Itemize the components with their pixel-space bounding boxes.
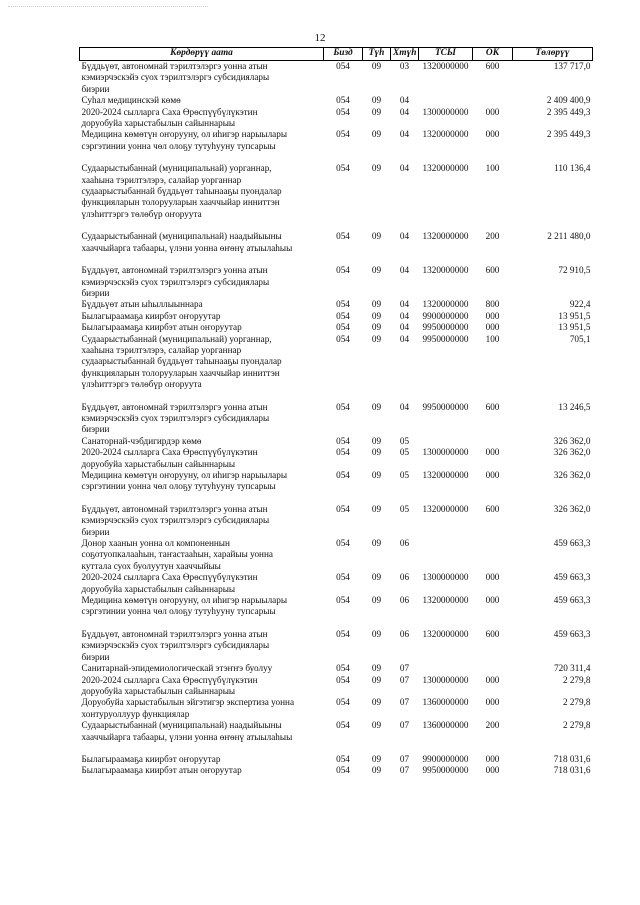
cell-bizd: 054 — [336, 765, 350, 776]
cell-xtuh: 04 — [399, 265, 410, 276]
cell-amount: 137 717,0 — [553, 61, 591, 71]
cell-amount: 110 136,4 — [554, 163, 591, 174]
description-line: хонтуруоллуур функциялар — [81, 708, 190, 719]
table-row — [80, 470, 593, 493]
cell-tsy: 1300000000 — [422, 106, 469, 117]
cell-ok: 200 — [485, 231, 500, 242]
description-line: кэмиэрчэскэйэ суох тэрилтэлэргэ субсидиялары — [81, 72, 270, 83]
cell-bizd: 054 — [336, 231, 350, 242]
description-line: Бүддьүөт, автономнай тэрилтэлэргэ уонна атын — [81, 628, 268, 639]
cell-xtuh: 04 — [399, 163, 410, 174]
table-row — [80, 436, 593, 447]
table-row — [80, 334, 593, 391]
header-description: Көрдөрүү аата — [80, 48, 324, 61]
cell-tuh: 09 — [371, 129, 382, 140]
description-line: судаарыстыбаннай бүддьүөт таһынааҕы пуондалар — [81, 356, 282, 367]
description-line: хааччыйарга табаары, үлэни уонна өҥөнү атыылаһыы — [81, 242, 293, 253]
cell-xtuh: 04 — [399, 333, 410, 344]
description-line: кэмиэрчэскэйэ суох тэрилтэлэргэ субсидиялары — [81, 276, 270, 287]
cell-ok: 600 — [485, 61, 500, 71]
description-line: Санитарнай-эпидемиологическай этэҥҥэ буолуу — [81, 663, 273, 674]
cell-tsy: 1320000000 — [422, 231, 469, 242]
header-tsy: ТСЫ — [419, 48, 473, 61]
description-line: үлэһиттэргэ төлөбүр оҥоруута — [81, 379, 202, 390]
cell-description — [80, 107, 324, 130]
cell-amount: 720 311,4 — [554, 663, 591, 674]
cell-bizd: 054 — [336, 628, 350, 639]
cell-tuh: 09 — [371, 265, 382, 276]
description-line: хааһына тэрилтэлэрэ, салайар уорганнар — [81, 344, 242, 355]
header-amount: Төлөрүү — [513, 48, 593, 61]
cell-bizd: 054 — [336, 720, 350, 731]
budget-table — [79, 47, 593, 777]
cell-tuh: 09 — [371, 572, 382, 583]
cell-amount: 705,1 — [569, 333, 591, 344]
description-line: 2020-2024 сылларга Саха Өрөспүүбүлүкэтин — [81, 106, 258, 117]
table-row — [80, 675, 593, 698]
description-line: Судаарыстыбаннай (муниципальнай) наадыйыыны — [81, 720, 282, 731]
cell-ok: 000 — [485, 674, 500, 685]
cell-ok: 000 — [485, 753, 500, 764]
table-row — [80, 299, 593, 310]
table-row — [80, 107, 593, 130]
spacer-cell — [80, 391, 593, 402]
cell-xtuh: 04 — [399, 95, 410, 106]
cell-bizd: 054 — [336, 310, 350, 321]
cell-description — [80, 595, 324, 618]
cell-description — [80, 95, 324, 106]
description-line: кэмиэрчэскэйэ суох тэрилтэлэргэ субсидиялары — [81, 412, 270, 423]
cell-description — [80, 265, 324, 299]
cell-xtuh: 07 — [399, 674, 410, 685]
table-row — [80, 765, 593, 776]
description-line: Бүддьүөт, автономнай тэрилтэлэргэ уонна атын — [81, 401, 268, 412]
description-line: Санаторнай-чэбдигирдэр көмө — [81, 435, 202, 446]
cell-amount: 326 362,0 — [553, 435, 591, 446]
cell-tsy: 9950000000 — [422, 333, 469, 344]
cell-ok: 000 — [485, 447, 500, 458]
cell-description — [80, 765, 324, 776]
cell-xtuh: 04 — [399, 401, 410, 412]
cell-description — [80, 436, 324, 447]
cell-tsy: 1320000000 — [422, 470, 469, 480]
cell-tuh: 09 — [371, 447, 382, 458]
cell-ok: 000 — [485, 765, 500, 776]
cell-tsy: 1300000000 — [422, 447, 469, 458]
cell-ok — [473, 95, 513, 106]
cell-xtuh: 07 — [399, 765, 410, 776]
cell-amount: 718 031,6 — [553, 753, 591, 764]
description-line: биэрии — [81, 526, 110, 537]
spacer-cell — [80, 493, 593, 504]
cell-xtuh: 04 — [399, 231, 410, 242]
table-row — [80, 663, 593, 674]
row-spacer — [80, 743, 593, 754]
description-line: Судаарыстыбаннай (муниципальнай) уорганнар, — [81, 163, 272, 174]
table-row — [80, 697, 593, 720]
description-line: Медицина көмөтүн оҥорууну, ол иһигэр нарыылары — [81, 595, 288, 606]
cell-description — [80, 629, 324, 663]
row-spacer — [80, 618, 593, 629]
cell-amount: 72 910,5 — [558, 265, 591, 276]
cell-tsy — [419, 436, 473, 447]
cell-xtuh: 07 — [399, 663, 410, 674]
cell-xtuh: 06 — [399, 628, 410, 639]
cell-tuh: 09 — [371, 95, 382, 106]
cell-tsy — [419, 95, 473, 106]
cell-tsy: 9900000000 — [422, 310, 469, 321]
description-line: сэргэтинии уонна чөл олоҕу тутуһууну тупсарыы — [81, 140, 276, 151]
cell-ok — [473, 538, 513, 572]
cell-tuh: 09 — [371, 435, 382, 446]
cell-ok: 600 — [485, 628, 500, 639]
description-line: доруобуйа харыстабылын сайыннарыы — [81, 458, 236, 469]
cell-bizd: 054 — [336, 538, 350, 549]
cell-tsy: 1300000000 — [422, 572, 469, 583]
cell-xtuh: 04 — [399, 129, 410, 140]
cell-description — [80, 299, 324, 310]
table-header-row — [80, 48, 593, 61]
page-number: 12 — [314, 32, 326, 44]
table-row — [80, 538, 593, 572]
description-line: функцияларын толорууларын хааччыйар инниттэн — [81, 197, 280, 208]
description-line: үлэһиттэргэ төлөбүр оҥоруута — [81, 208, 202, 219]
header-xtuh: Хтүһ — [391, 48, 419, 61]
cell-xtuh: 07 — [399, 720, 410, 731]
cell-tuh: 09 — [371, 61, 382, 71]
cell-amount: 326 362,0 — [553, 503, 591, 514]
table-row — [80, 322, 593, 333]
cell-tsy: 1320000000 — [422, 503, 469, 514]
cell-amount: 13 951,5 — [558, 310, 591, 321]
description-line: доруобуйа харыстабылын сайыннарыы — [81, 118, 236, 129]
description-line: Былагыраамаҕа киирбэт атын оҥоруутар — [81, 765, 242, 776]
cell-tuh: 09 — [371, 628, 382, 639]
description-line: 2020-2024 сылларга Саха Өрөспүүбүлүкэтин — [81, 572, 258, 583]
cell-bizd: 054 — [336, 470, 350, 480]
cell-xtuh: 04 — [399, 322, 410, 333]
table-row — [80, 447, 593, 470]
cell-xtuh: 07 — [399, 753, 410, 764]
description-line: Былагыраамаҕа киирбэт оҥоруутар — [81, 310, 221, 321]
cell-description — [80, 572, 324, 595]
cell-description — [80, 470, 324, 493]
description-line: Медицина көмөтүн оҥорууну, ол иһигэр нарыылары — [81, 470, 288, 480]
cell-xtuh: 06 — [399, 538, 410, 549]
description-line: Бүддьүөт, автономнай тэрилтэлэргэ уонна атын — [81, 265, 268, 276]
cell-amount: 13 246,5 — [558, 401, 591, 412]
cell-tuh: 09 — [371, 470, 382, 480]
description-line: сэргэтинии уонна чөл олоҕу тутуһууну тупсарыы — [81, 606, 276, 617]
cell-amount: 2 279,8 — [562, 697, 591, 708]
cell-bizd: 054 — [336, 572, 350, 583]
cell-ok: 000 — [485, 310, 500, 321]
description-line: кэмиэрчэскэйэ суох тэрилтэлэргэ субсидиялары — [81, 515, 270, 526]
cell-tsy — [419, 663, 473, 674]
cell-tsy: 1320000000 — [422, 299, 469, 310]
cell-bizd: 054 — [336, 697, 350, 708]
cell-description — [80, 697, 324, 720]
cell-bizd: 054 — [336, 333, 350, 344]
cell-amount: 326 362,0 — [553, 447, 591, 458]
description-line: доруобуйа харыстабылын сайыннарыы — [81, 583, 236, 594]
cell-bizd: 054 — [336, 106, 350, 117]
cell-amount: 2 279,8 — [562, 674, 591, 685]
cell-tsy: 9950000000 — [422, 322, 469, 333]
cell-bizd: 054 — [336, 595, 350, 606]
cell-ok: 000 — [485, 697, 500, 708]
description-line: Медицина көмөтүн оҥорууну, ол иһигэр нарыылары — [81, 129, 288, 140]
cell-amount: 13 951,5 — [558, 322, 591, 333]
row-spacer — [80, 152, 593, 163]
cell-amount: 922,4 — [569, 299, 591, 310]
cell-tsy: 1360000000 — [422, 720, 469, 731]
cell-ok — [473, 663, 513, 674]
table-row — [80, 504, 593, 538]
cell-xtuh: 05 — [399, 470, 410, 480]
cell-amount: 718 031,6 — [553, 765, 591, 776]
cell-amount: 459 663,3 — [553, 595, 591, 606]
description-line: Донор хаанын уонна ол компоненнын — [81, 538, 230, 549]
cell-ok: 000 — [485, 595, 500, 606]
cell-amount: 459 663,3 — [553, 538, 591, 549]
cell-bizd: 054 — [336, 447, 350, 458]
cell-xtuh: 04 — [399, 299, 410, 310]
cell-tsy: 1320000000 — [422, 163, 469, 174]
cell-amount: 326 362,0 — [553, 470, 591, 480]
cell-ok: 600 — [485, 503, 500, 514]
cell-tsy: 1300000000 — [422, 674, 469, 685]
table-row — [80, 311, 593, 322]
cell-amount: 2 279,8 — [562, 720, 591, 731]
cell-tsy: 1320000000 — [422, 61, 469, 71]
description-line: Бүддьүөт, автономнай тэрилтэлэргэ уонна атын — [81, 503, 268, 514]
description-line: Судаарыстыбаннай (муниципальнай) наадыйыыны — [81, 231, 282, 242]
cell-description — [80, 720, 324, 743]
cell-description — [80, 675, 324, 698]
cell-description — [80, 334, 324, 391]
cell-bizd: 054 — [336, 163, 350, 174]
description-line: кэмиэрчэскэйэ суох тэрилтэлэргэ субсидиялары — [81, 640, 270, 651]
spacer-cell — [80, 254, 593, 265]
cell-ok: 000 — [485, 572, 500, 583]
description-line: биэрии — [81, 424, 110, 435]
header-ok: ОК — [473, 48, 513, 61]
cell-xtuh: 05 — [399, 435, 410, 446]
cell-ok: 000 — [485, 470, 500, 480]
description-line: биэрии — [81, 651, 110, 662]
cell-tsy: 1320000000 — [422, 595, 469, 606]
cell-bizd: 054 — [336, 435, 350, 446]
cell-tsy: 9950000000 — [422, 765, 469, 776]
cell-bizd: 054 — [336, 674, 350, 685]
table-row — [80, 720, 593, 743]
cell-bizd: 054 — [336, 663, 350, 674]
cell-tuh: 09 — [371, 674, 382, 685]
cell-ok: 800 — [485, 299, 500, 310]
table-row — [80, 572, 593, 595]
cell-tuh: 09 — [371, 765, 382, 776]
cell-bizd: 054 — [336, 753, 350, 764]
cell-bizd: 054 — [336, 503, 350, 514]
row-spacer — [80, 220, 593, 231]
cell-tuh: 09 — [371, 106, 382, 117]
cell-description — [80, 504, 324, 538]
description-line: биэрии — [81, 287, 110, 298]
cell-tsy: 9950000000 — [422, 401, 469, 412]
description-line: соҕотуопкалааһын, таҥастааһын, харайыы уонна — [81, 549, 273, 560]
cell-bizd: 054 — [336, 401, 350, 412]
cell-tuh: 09 — [371, 231, 382, 242]
table-body — [80, 61, 593, 777]
cell-bizd: 054 — [336, 61, 350, 71]
description-line: куттала суох буолуутун хааччыйыы — [81, 560, 221, 571]
spacer-cell — [80, 220, 593, 231]
table-row — [80, 61, 593, 96]
cell-tuh: 09 — [371, 538, 382, 549]
cell-tuh: 09 — [371, 720, 382, 731]
row-spacer — [80, 391, 593, 402]
cell-bizd: 054 — [336, 129, 350, 140]
cell-ok: 200 — [485, 720, 500, 731]
header-tuh: Түһ — [363, 48, 391, 61]
cell-description — [80, 538, 324, 572]
cell-tuh: 09 — [371, 310, 382, 321]
description-line: доруобуйа харыстабылын сайыннарыы — [81, 685, 236, 696]
description-line: судаарыстыбаннай бүддьүөт таһынааҕы пуондалар — [81, 186, 282, 197]
description-line: хааһына тэрилтэлэрэ, салайар уорганнар — [81, 174, 242, 185]
description-line: сэргэтинии уонна чөл олоҕу тутуһууну тупсарыы — [81, 481, 276, 492]
description-line: Судаарыстыбаннай (муниципальнай) уорганнар, — [81, 333, 272, 344]
cell-bizd: 054 — [336, 265, 350, 276]
cell-description — [80, 754, 324, 765]
description-line: биэрии — [81, 83, 110, 94]
cell-xtuh: 06 — [399, 572, 410, 583]
spacer-cell — [80, 618, 593, 629]
cell-xtuh: 05 — [399, 503, 410, 514]
cell-amount: 2 395 449,3 — [546, 106, 591, 117]
cell-xtuh: 04 — [399, 106, 410, 117]
description-line: хааччыйарга табаары, үлэни уонна өҥөнү атыылаһыы — [81, 731, 293, 742]
cell-tuh: 09 — [371, 163, 382, 174]
description-line: Бүддьүөт, автономнай тэрилтэлэргэ уонна атын — [81, 61, 268, 71]
cell-tsy: 1320000000 — [422, 129, 469, 140]
cell-xtuh: 07 — [399, 697, 410, 708]
description-line: 2020-2024 сылларга Саха Өрөспүүбүлүкэтин — [81, 674, 258, 685]
cell-ok: 000 — [485, 106, 500, 117]
cell-ok: 100 — [485, 163, 500, 174]
cell-amount: 459 663,3 — [553, 628, 591, 639]
cell-bizd: 054 — [336, 322, 350, 333]
description-line: Суһал медицинскэй көмө — [81, 95, 181, 106]
table-row — [80, 629, 593, 663]
description-line: Былагыраамаҕа киирбэт атын оҥоруутар — [81, 322, 242, 333]
cell-tuh: 09 — [371, 333, 382, 344]
cell-tuh: 09 — [371, 595, 382, 606]
scan-edge-artifact — [8, 6, 208, 8]
cell-tsy: 1320000000 — [422, 265, 469, 276]
cell-tsy: 1360000000 — [422, 697, 469, 708]
cell-description — [80, 322, 324, 333]
cell-description — [80, 61, 324, 96]
cell-tuh: 09 — [371, 401, 382, 412]
cell-xtuh: 06 — [399, 595, 410, 606]
cell-tsy: 1320000000 — [422, 628, 469, 639]
description-line: функцияларын толорууларын хааччыйар инниттэн — [81, 367, 280, 378]
table-row — [80, 129, 593, 152]
cell-tuh: 09 — [371, 753, 382, 764]
cell-tuh: 09 — [371, 299, 382, 310]
cell-tuh: 09 — [371, 503, 382, 514]
row-spacer — [80, 254, 593, 265]
cell-ok: 000 — [485, 129, 500, 140]
cell-ok: 600 — [485, 401, 500, 412]
cell-xtuh: 03 — [399, 61, 410, 71]
spacer-cell — [80, 152, 593, 163]
description-line: Доруобуйа харыстабылын эйгэтигэр экспертиза уонна — [81, 697, 295, 708]
cell-amount: 459 663,3 — [553, 572, 591, 583]
cell-xtuh: 05 — [399, 447, 410, 458]
cell-bizd: 054 — [336, 299, 350, 310]
cell-ok: 000 — [485, 322, 500, 333]
description-line: Бүддьүөт атын ыһыллыыннара — [81, 299, 203, 310]
cell-tsy: 9900000000 — [422, 753, 469, 764]
description-line: 2020-2024 сылларга Саха Өрөспүүбүлүкэтин — [81, 447, 258, 458]
header-bizd: Бизд — [324, 48, 363, 61]
cell-tsy — [419, 538, 473, 572]
cell-tuh: 09 — [371, 663, 382, 674]
cell-bizd: 054 — [336, 95, 350, 106]
row-spacer — [80, 493, 593, 504]
description-line: Былагыраамаҕа киирбэт оҥоруутар — [81, 753, 221, 764]
table-row — [80, 163, 593, 220]
table-row — [80, 95, 593, 106]
cell-description — [80, 129, 324, 152]
table-row — [80, 595, 593, 618]
cell-description — [80, 447, 324, 470]
cell-description — [80, 663, 324, 674]
cell-description — [80, 231, 324, 254]
cell-xtuh: 04 — [399, 310, 410, 321]
cell-description — [80, 311, 324, 322]
cell-tuh: 09 — [371, 322, 382, 333]
table-row — [80, 402, 593, 436]
cell-description — [80, 402, 324, 436]
table-row — [80, 265, 593, 299]
cell-ok: 100 — [485, 333, 500, 344]
table-row — [80, 754, 593, 765]
cell-ok — [473, 436, 513, 447]
cell-amount: 2 395 449,3 — [546, 129, 591, 140]
cell-amount: 2 409 400,9 — [546, 95, 591, 106]
cell-ok: 600 — [485, 265, 500, 276]
spacer-cell — [80, 743, 593, 754]
cell-description — [80, 163, 324, 220]
cell-amount: 2 211 480,0 — [547, 231, 591, 242]
cell-tuh: 09 — [371, 697, 382, 708]
table-row — [80, 231, 593, 254]
